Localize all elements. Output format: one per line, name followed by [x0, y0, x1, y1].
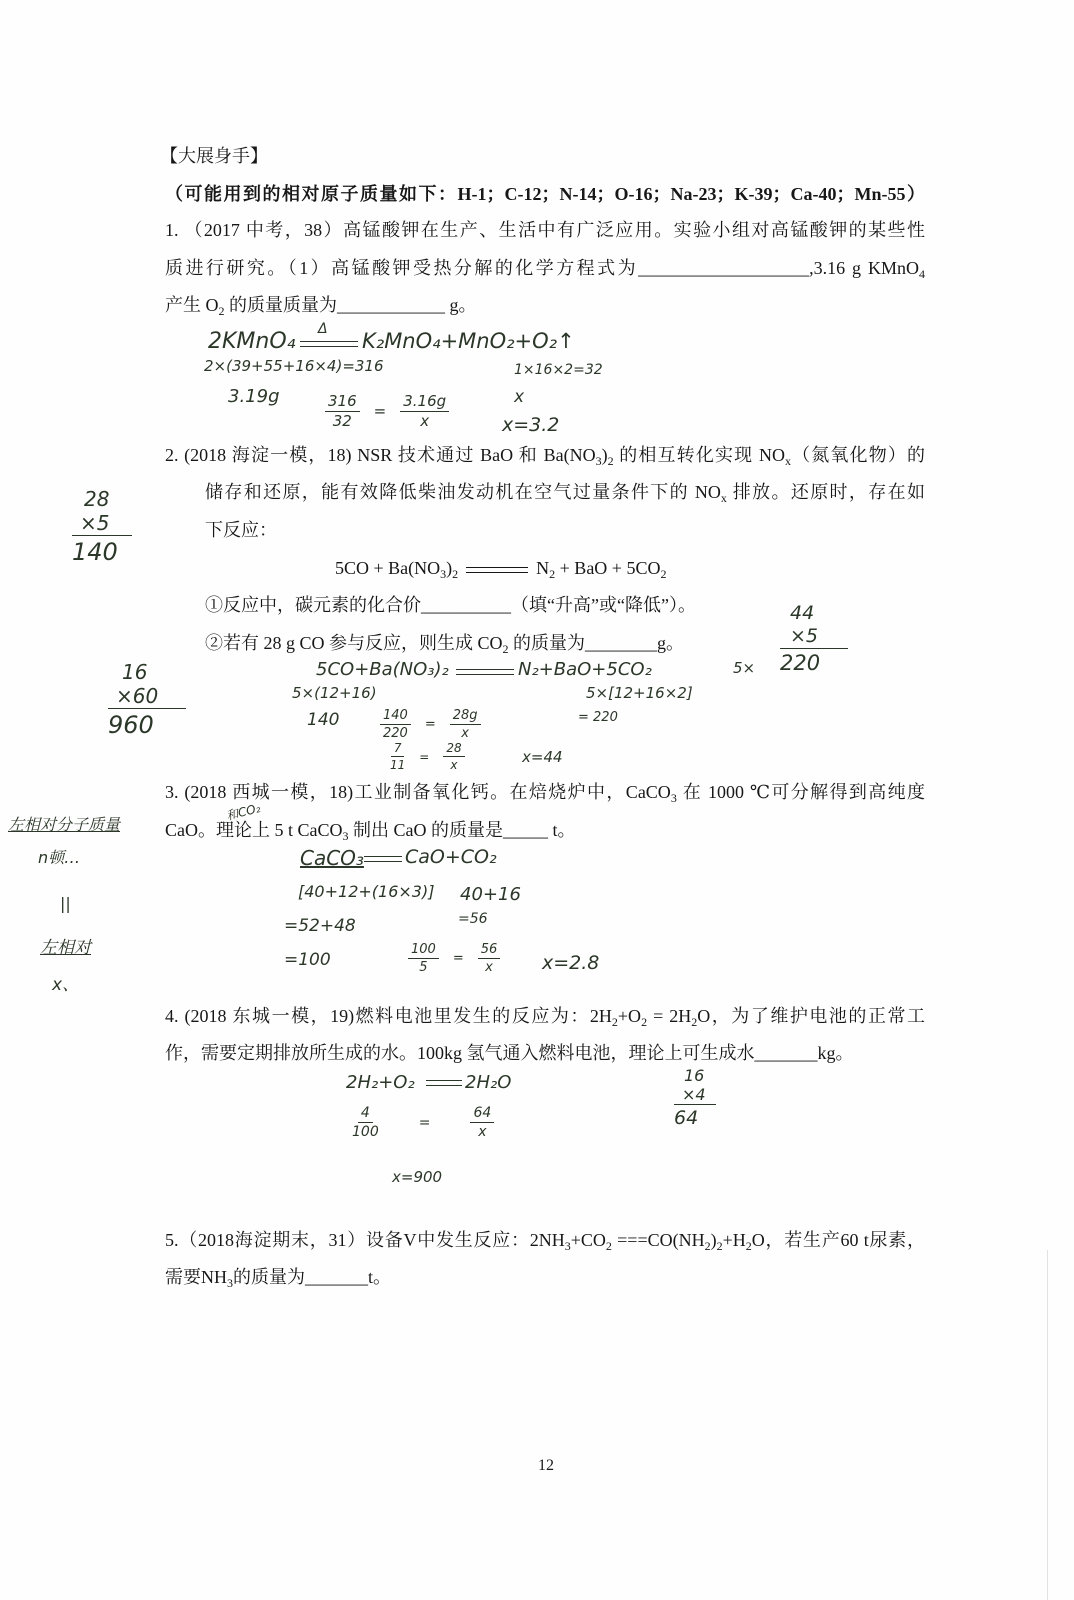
question-text: （填“升高”或“降低”）。 [511, 595, 696, 615]
question-text: 的质量为 [508, 633, 586, 653]
hw-q2-margin-calc-3 [780, 602, 848, 676]
equals-sign: = [419, 749, 430, 764]
question-text: 储存和还原，能有效降低柴油发动机在空气过量条件下的 NO [205, 482, 721, 502]
hw-q4-equation-left: 2H₂+O₂ [346, 1072, 415, 1093]
denominator: 11 [390, 758, 406, 772]
hw-q3-step-1: =52+48 [284, 916, 356, 936]
question-text: 制出 CaO 的质量是 [348, 820, 503, 840]
subscript: 2 [716, 1239, 723, 1253]
equation-text: + BaO + 5CO [555, 558, 661, 578]
question-text: 5.（2018海淀期末，31）设备V中发生反应：2NH [165, 1230, 565, 1250]
question-text: ,3.16 g KMnO [809, 258, 919, 278]
answer-blank: ________ [585, 633, 658, 653]
answer-blank: ___________________ [638, 258, 810, 278]
hw-q1-ratio [325, 394, 449, 429]
question-text: g。 [657, 633, 685, 653]
hw-q3-ratio [408, 943, 500, 974]
hw-q1-note: 3.19g [228, 386, 280, 407]
question-text: 的质量质量为 [224, 295, 337, 315]
calc-result: 140 [72, 535, 132, 567]
hw-q2-molar-mass-co2: 5×[12+16×2] [586, 684, 693, 702]
hw-q4-equation-right: 2H₂O [465, 1072, 512, 1093]
subscript: 2 [745, 1239, 752, 1253]
fraction [352, 1106, 379, 1139]
hw-q1-equation-right: K₂MnO₄+MnO₂+O₂↑ [362, 329, 575, 353]
subscript: 3 [440, 567, 447, 581]
question-text: O，为了维护电池的正常工 [697, 1006, 925, 1026]
hw-q1-equation-left: 2KMnO₄ [208, 329, 296, 354]
hw-q4-ratio [352, 1106, 494, 1139]
denominator: x [485, 960, 493, 975]
question-text: 排放。还原时，存在如 [726, 482, 926, 502]
q3-line-1 [165, 781, 925, 803]
q2-line-5 [205, 632, 684, 654]
hw-q1-unknown: x [514, 387, 525, 407]
hw-q3-insert: 和CO₂ [224, 801, 262, 823]
denominator: x [478, 1124, 487, 1140]
equals-sign: = [373, 402, 387, 420]
denominator: 100 [352, 1124, 379, 1140]
hw-q1-answer: x=3.2 [502, 414, 560, 436]
calc-line: ×5 [80, 511, 110, 535]
hw-reaction-equals-sign [426, 1080, 462, 1086]
hw-q2-equation-left: 5CO+Ba(NO₃)₂ [316, 659, 449, 680]
hw-q2-margin-note: 5× [733, 659, 756, 677]
calc-result: 960 [108, 708, 186, 740]
q1-line-1: 1. （2017 中考，38）高锰酸钾在生产、生活中有广泛应用。实验小组对高锰酸钾的某些性 [165, 220, 925, 240]
question-text: （氮氧化物）的 [790, 445, 926, 465]
fraction [478, 943, 501, 974]
answer-blank: _______ [754, 1043, 818, 1063]
q1-line-2 [165, 257, 925, 279]
equals-sign: = [424, 717, 436, 732]
subscript: x [784, 454, 791, 468]
hw-q3-step-2: =100 [284, 950, 331, 970]
q2-equation [335, 557, 666, 579]
hw-q1-molar-mass-o2: 1×16×2=32 [514, 362, 603, 378]
question-text: 3. (2018 西城一模，18)工业制备氧化钙。在焙烧炉中，CaCO [165, 782, 671, 802]
page-number: 12 [538, 1457, 554, 1474]
hw-q2-margin-calc-1 [72, 487, 132, 567]
hw-q4-margin-calc [674, 1066, 716, 1130]
question-text: 2. (2018 海淀一模，18) NSR 技术通过 BaO 和 Ba(NO [165, 445, 596, 465]
fraction [380, 709, 411, 740]
question-text: O，若生产60 t尿素， [751, 1230, 926, 1250]
hw-q3-margin-note-4: 左相对 [40, 938, 91, 958]
hw-q2-mass-co2: = 220 [578, 710, 618, 725]
hw-reaction-equals-sign [300, 341, 358, 347]
subscript: 2 [660, 567, 667, 581]
question-text: ②若有 28 g CO 参与反应，则生成 CO [205, 633, 503, 653]
numerator: 56 [478, 943, 501, 959]
q5-line-2 [165, 1266, 391, 1288]
numerator: 64 [470, 1106, 494, 1123]
q2-line-4 [205, 594, 696, 616]
denominator: x [420, 412, 430, 430]
subscript: 2 [704, 1239, 711, 1253]
subscript: 2 [452, 567, 459, 581]
q2-line-2 [205, 481, 925, 503]
fraction [470, 1106, 494, 1139]
answer-blank: _______ [305, 1267, 368, 1287]
subscript: 2 [605, 1239, 612, 1253]
reaction-equals-sign [466, 567, 528, 573]
calc-result: 220 [780, 648, 848, 676]
numerator: 4 [358, 1106, 373, 1123]
calc-line: 28 [84, 487, 110, 511]
q3-line-2 [165, 819, 576, 841]
hw-q3-margin-note-5: x、 [52, 975, 80, 995]
question-text: 4. (2018 东城一模，19)燃料电池里发生的反应为：2H [165, 1006, 612, 1026]
question-text: 作，需要定期排放所生成的水。100kg 氢气通入燃料电池，理论上可生成水 [165, 1043, 755, 1063]
answer-blank: __________ [421, 595, 511, 615]
q2-line-1 [165, 444, 925, 466]
q2-line-3: 下反应： [205, 520, 277, 540]
question-text: 产生 O [165, 295, 219, 315]
numerator: 316 [325, 394, 360, 412]
denominator: x [450, 758, 458, 772]
question-text: +CO [570, 1230, 606, 1250]
hw-q2-mass-co: 140 [307, 710, 340, 730]
question-text: t。 [548, 820, 576, 840]
equals-sign: = [452, 951, 464, 966]
subscript: 2 [502, 642, 509, 656]
hw-q3-cao-result: =56 [458, 911, 488, 927]
calc-line: 16 [122, 660, 148, 684]
denominator: 5 [419, 960, 428, 975]
calc-result: 64 [674, 1104, 716, 1130]
hw-q3-margin-note-1: 左相对分子质量 [8, 815, 121, 834]
answer-blank: _____ [503, 820, 548, 840]
question-text: kg。 [817, 1043, 854, 1063]
section-title: 【大展身手】 [160, 146, 268, 166]
calc-line: ×60 [116, 684, 159, 708]
question-text: ===CO(NH [611, 1230, 705, 1250]
numerator: 7 [391, 742, 405, 757]
numerator: 140 [380, 709, 411, 725]
calc-line: ×4 [682, 1085, 706, 1105]
subscript: 4 [919, 267, 925, 281]
subscript: 2 [607, 454, 614, 468]
numerator: 3.16g [400, 394, 449, 412]
q4-line-1 [165, 1005, 925, 1027]
atomic-masses-line: （可能用到的相对原子质量如下：H-1；C-12；N-14；O-16；Na-23；K-39；Ca-40；Mn-55） [165, 184, 925, 204]
question-text: 质进行研究。（1）高锰酸钾受热分解的化学方程式为 [165, 258, 639, 278]
hw-q1-heat-condition: Δ [318, 321, 328, 337]
hw-q2-margin-calc-2 [108, 660, 186, 740]
question-text: 的质量为 [233, 1267, 305, 1287]
q4-line-2 [165, 1042, 854, 1064]
hw-reaction-equals-sign [364, 856, 402, 862]
question-text: +H [722, 1230, 746, 1250]
denominator: x [461, 726, 469, 741]
subscript: 2 [218, 304, 225, 318]
question-text: CaO。理论上 5 t CaCO [165, 820, 343, 840]
hw-q2-equation-right: N₂+BaO+5CO₂ [518, 659, 652, 680]
q5-line-1 [165, 1229, 925, 1251]
subscript: 3 [670, 791, 677, 805]
answer-blank: ____________ [337, 295, 445, 315]
hw-q3-answer: x=2.8 [542, 952, 600, 974]
hw-q2-answer: x=44 [522, 748, 563, 766]
hw-q2-molar-mass-co: 5×(12+16) [292, 684, 377, 702]
question-text: = 2H [647, 1006, 692, 1026]
equation-text: ) [446, 558, 453, 578]
hw-q3-margin-note-2: n顿… [38, 848, 81, 867]
denominator: 220 [383, 726, 408, 741]
hw-q2-ratio-1 [380, 709, 481, 740]
question-text: 在 1000 ℃可分解得到高纯度 [676, 782, 925, 802]
calc-line: ×5 [790, 624, 819, 647]
equation-text: 5CO + Ba(NO [335, 558, 441, 578]
equation-text: N [536, 558, 550, 578]
subscript: 2 [641, 1015, 648, 1029]
hw-q3-equation-left: CaCO₃ [300, 846, 364, 870]
hw-q3-molar-mass-caco3: [40+12+(16×3)] [298, 882, 435, 901]
hw-q4-answer: x=900 [392, 1168, 443, 1186]
equals-sign: = [418, 1114, 431, 1131]
fraction [325, 394, 360, 429]
question-text: 的相互转化实现 NO [613, 445, 785, 465]
subscript: 3 [595, 454, 602, 468]
calc-line: 44 [790, 602, 815, 624]
scan-edge [1047, 1250, 1048, 1600]
subscript: 3 [227, 1276, 233, 1290]
fraction [450, 709, 481, 740]
question-text: +O [617, 1006, 642, 1026]
question-text: ) [710, 1230, 717, 1250]
hw-q3-molar-mass-cao: 40+16 [460, 884, 521, 905]
question-text: ) [601, 445, 608, 465]
question-text: ①反应中，碳元素的化合价 [205, 595, 421, 615]
fraction [443, 742, 464, 771]
hw-q3-margin-note-3: || [60, 894, 71, 913]
question-text: g。 [445, 295, 477, 315]
fraction [400, 394, 449, 429]
hw-q1-molar-mass-kmno4: 2×(39+55+16×4)=316 [204, 357, 384, 375]
denominator: 32 [332, 412, 352, 430]
hw-q2-ratio-2 [390, 742, 465, 771]
subscript: 3 [342, 829, 349, 843]
numerator: 100 [408, 943, 439, 959]
fraction [408, 943, 439, 974]
subscript: x [720, 491, 727, 505]
hw-q3-equation-right: CaO+CO₂ [405, 846, 497, 868]
fraction [390, 742, 405, 771]
question-text: t。 [368, 1267, 392, 1287]
subscript: 2 [611, 1015, 618, 1029]
question-text: 需要NH [165, 1267, 227, 1287]
numerator: 28g [450, 709, 481, 725]
subscript: 2 [691, 1015, 698, 1029]
q1-line-3 [165, 294, 477, 316]
subscript: 3 [564, 1239, 571, 1253]
subscript: 2 [549, 567, 556, 581]
numerator: 28 [443, 742, 464, 757]
calc-line: 16 [684, 1066, 705, 1085]
hw-reaction-equals-sign [456, 669, 514, 675]
